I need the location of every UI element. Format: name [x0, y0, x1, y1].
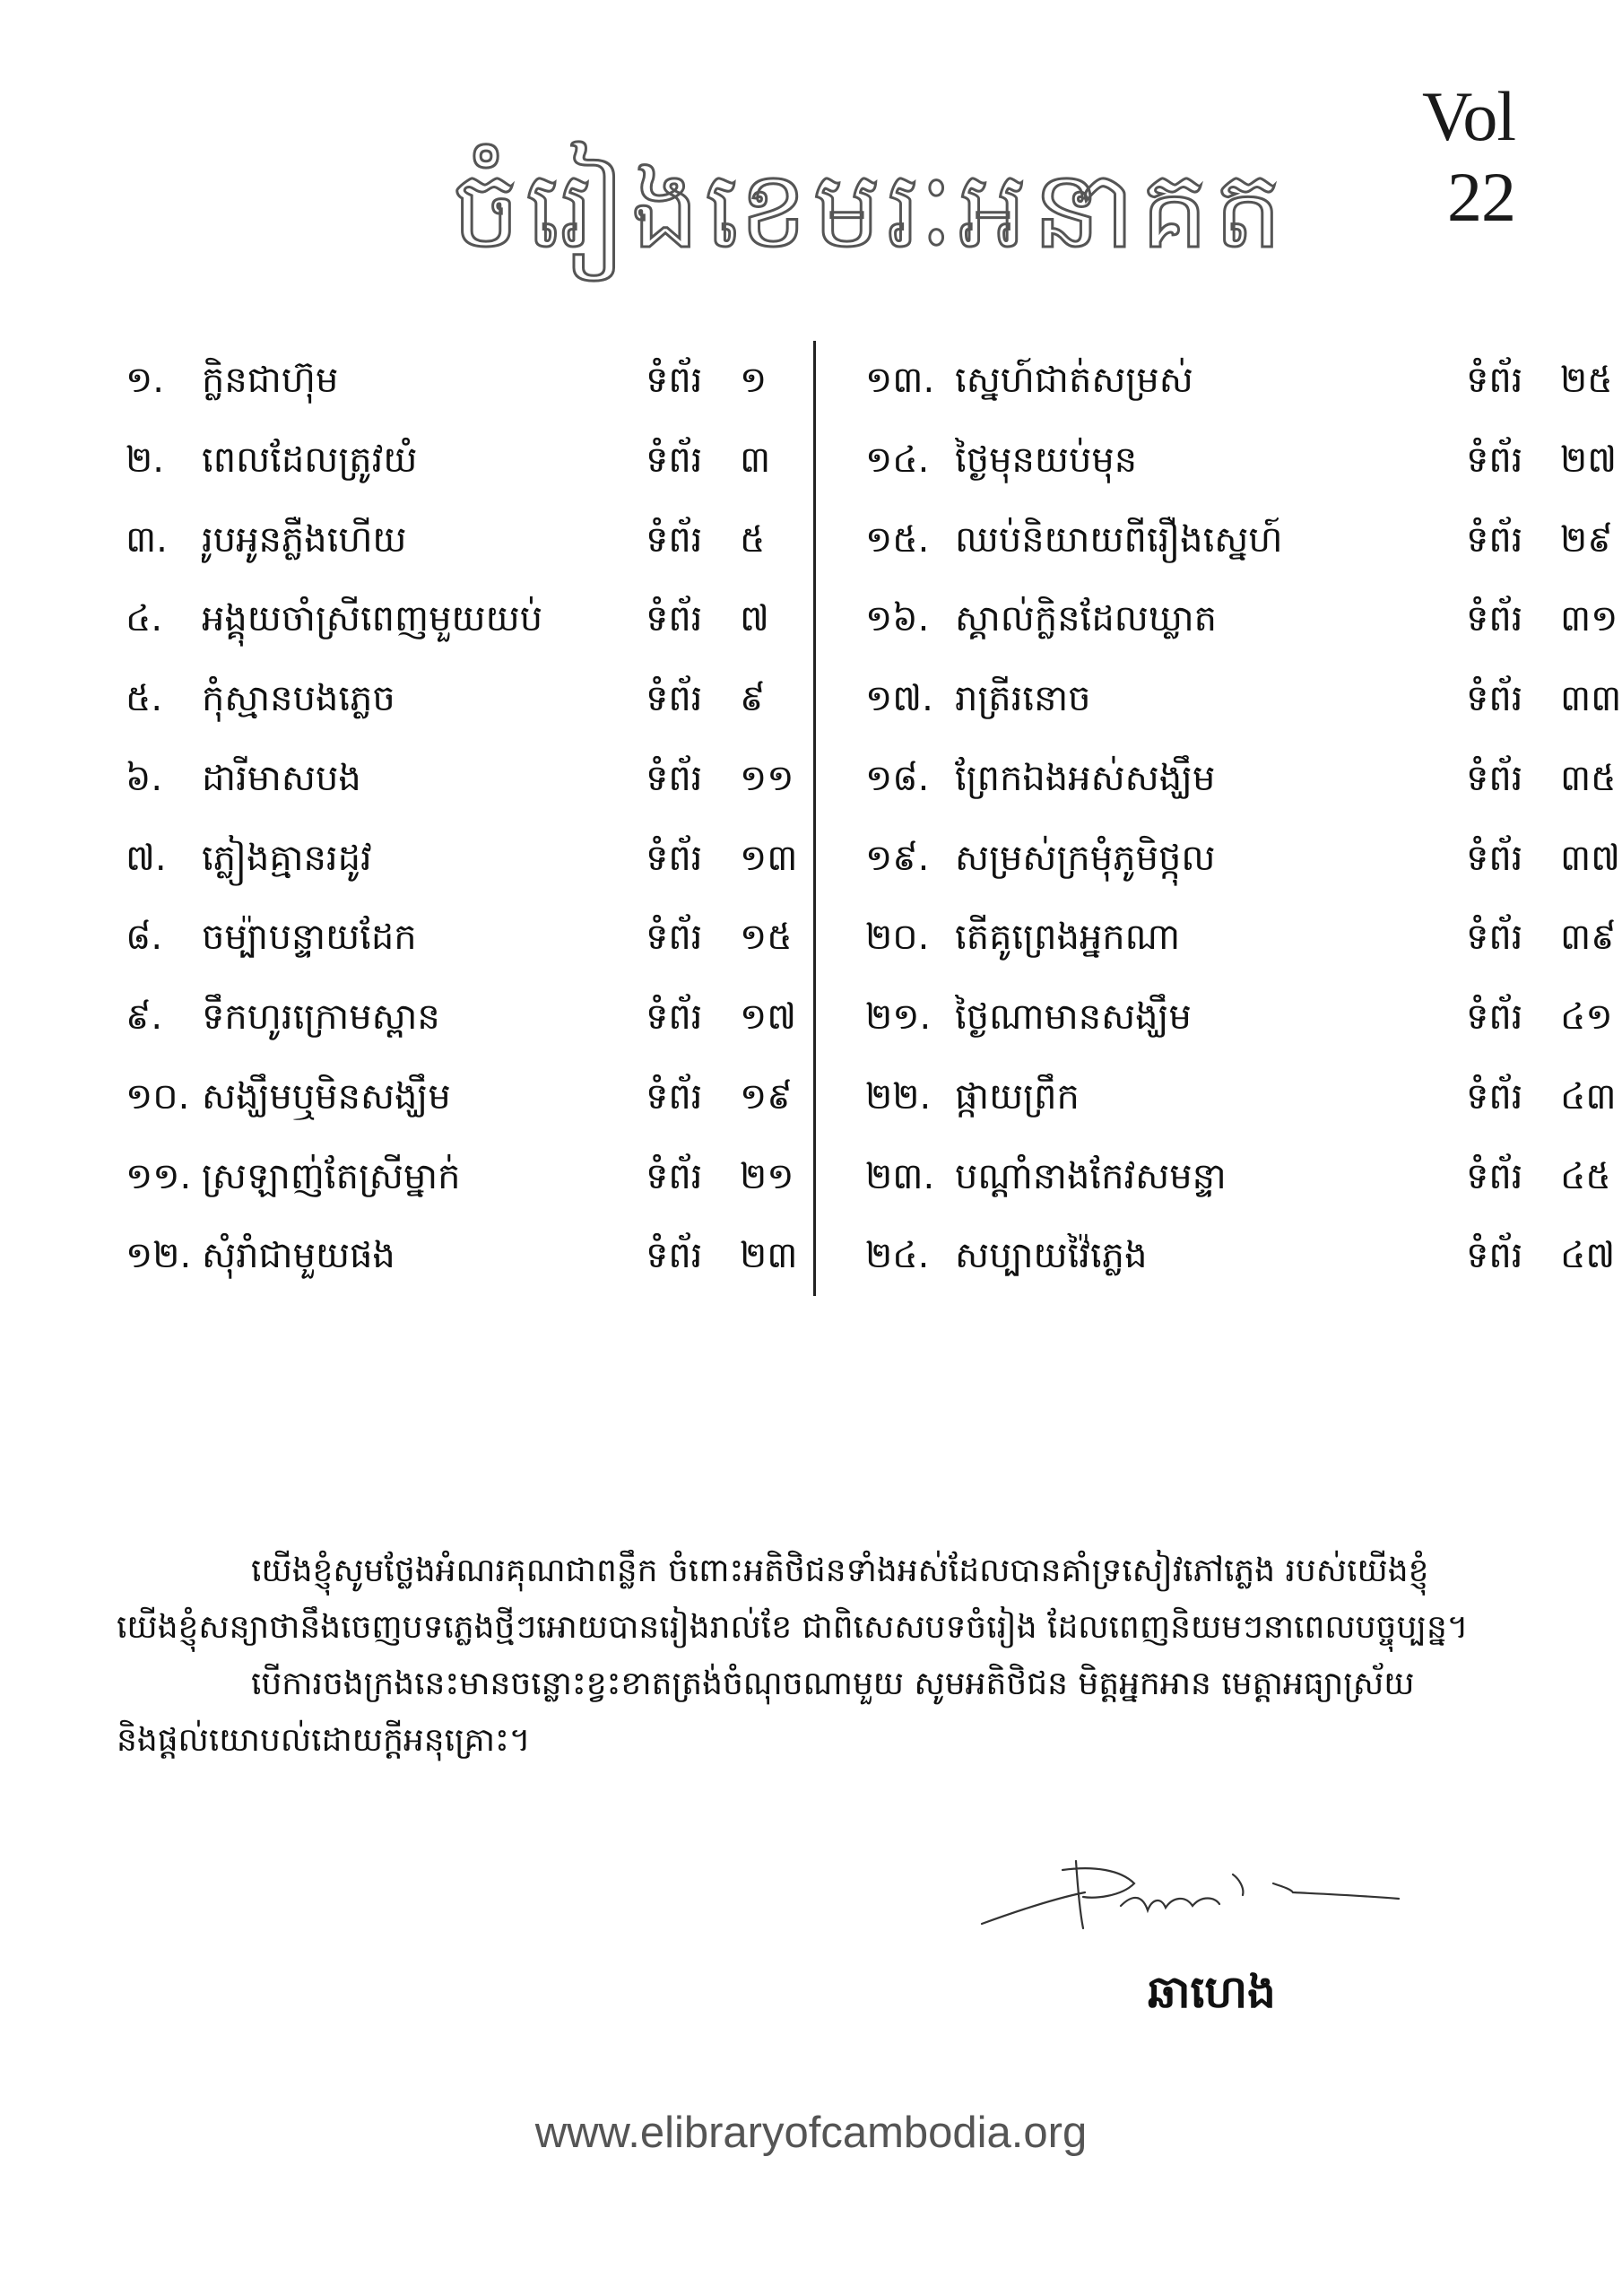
toc-number: ៣.	[126, 518, 168, 561]
toc-title: ថ្ងៃមុនយប់មុន	[955, 439, 1138, 481]
toc-page-number: ៤៥	[1560, 1155, 1611, 1197]
toc-row	[108, 1216, 798, 1296]
toc-title: ស្នេហ៍ជាត់សម្រស់	[955, 360, 1193, 401]
toc-number: ២២.	[865, 1075, 932, 1118]
column-divider	[813, 341, 816, 1296]
intro-line: បើការចងក្រងនេះមានចន្លោះខ្វះខាតត្រង់ចំណុចណាមួយ សូមអតិថិជន មិត្តអ្នកអាន មេត្តាអធ្យាស្រ័យ	[251, 1665, 1415, 1702]
toc-page-number: ១៩	[740, 1075, 793, 1118]
toc-title: បណ្តាំនាងកែវសមន្ទា	[955, 1155, 1227, 1197]
toc-title: សុំរាំជាមួយផង	[202, 1235, 395, 1277]
toc-number: ១១.	[126, 1155, 192, 1197]
toc-row	[847, 341, 1613, 421]
toc-row	[847, 421, 1618, 500]
toc-title: រូបអូនភ្លឺងហើយ	[202, 518, 407, 561]
toc-title: ក្លិនជាហ៊ុម	[202, 360, 339, 401]
toc-row	[108, 341, 789, 421]
toc-page-label: ទំព័រ	[1466, 917, 1523, 959]
toc-page-label: ទំព័រ	[1466, 1155, 1523, 1197]
toc-title: រាត្រីរនោច	[955, 678, 1091, 719]
toc-page-number: ៤៧	[1560, 1235, 1616, 1277]
toc-page-label: ទំព័រ	[646, 518, 703, 561]
toc-number: ១០.	[126, 1075, 190, 1118]
author-name: ឆាហេង	[1148, 1966, 1276, 2018]
toc-page-number: ២៩	[1560, 518, 1613, 561]
toc-page-label: ទំព័រ	[646, 598, 703, 640]
toc-page-label: ទំព័រ	[1466, 439, 1523, 481]
toc-number: ១៥.	[865, 518, 930, 561]
toc-page-number: ១៣	[740, 837, 798, 879]
toc-page-number: ៩	[740, 678, 766, 719]
toc-row	[108, 978, 797, 1057]
toc-row	[847, 739, 1617, 819]
toc-title: កុំស្មានបងភ្លេច	[202, 678, 395, 719]
toc-title: ភ្លៀងគ្មានរដូវ	[202, 837, 372, 879]
toc-row	[108, 819, 798, 899]
toc-page-number: ១១	[740, 757, 794, 799]
intro-line: យើងខ្ញុំសូមថ្លែងអំណរគុណជាពន្លឹក ចំពោះអតិថិជនទាំងអស់ដែលបានគាំទ្រសៀវភៅភ្លេង របស់យើងខ្ញុំ	[251, 1552, 1429, 1589]
toc-number: ៩.	[126, 996, 163, 1038]
toc-row	[847, 1216, 1616, 1296]
toc-number: ២៣.	[865, 1155, 935, 1197]
toc-page-number: ២៧	[1560, 439, 1618, 481]
toc-title: ទឹកហូរក្រោមស្ពាន	[202, 996, 440, 1038]
toc-page-number: ២៥	[1560, 360, 1613, 401]
toc-page-number: ៣៣	[1560, 678, 1622, 719]
toc-page-label: ទំព័រ	[646, 837, 703, 879]
toc-page-number: ៤១	[1560, 996, 1613, 1038]
toc-page-label: ទំព័រ	[646, 996, 703, 1038]
toc-page-label: ទំព័រ	[1466, 678, 1523, 719]
toc-row	[847, 1057, 1617, 1137]
toc-page-label: ទំព័រ	[646, 678, 703, 719]
toc-page-number: ៣១	[1560, 598, 1618, 640]
toc-page-number: ២១	[740, 1155, 794, 1197]
toc-page-label: ទំព័រ	[1466, 598, 1523, 640]
toc-row	[108, 659, 789, 739]
toc-row	[847, 819, 1620, 899]
toc-number: ១៧.	[865, 678, 933, 719]
toc-number: ១២.	[126, 1235, 192, 1277]
toc-row	[108, 739, 794, 819]
toc-page-label: ទំព័រ	[646, 757, 703, 799]
toc-title: ថ្ងៃណាមានសង្ឃឹម	[955, 996, 1192, 1038]
toc-page-number: ៣៩	[1560, 917, 1617, 959]
toc-row	[847, 898, 1617, 978]
toc-page-label: ទំព័រ	[1466, 1235, 1523, 1277]
toc-row	[108, 421, 789, 500]
toc-page-label: ទំព័រ	[646, 1155, 703, 1197]
intro-line: យើងខ្ញុំសន្យាថានឹងចេញបទភ្លេងថ្មីៗអោយបានរៀងរាល់ខែ ជាពិសេសបទចំរៀង ដែលពេញនិយមៗនាពេលបច្ចុប្បន្ន។	[117, 1609, 1469, 1646]
toc-page-label: ទំព័រ	[646, 917, 703, 959]
toc-page-number: ៣	[740, 439, 771, 481]
toc-title: ដារីមាសបង	[202, 757, 361, 799]
toc-title: ចម្ប៉ាបន្ទាយដែក	[202, 917, 417, 959]
toc-page-label: ទំព័រ	[646, 439, 703, 481]
toc-row	[847, 500, 1613, 580]
toc-number: ២០.	[865, 917, 930, 959]
toc-title: ស្រឡាញ់តែស្រីម្នាក់	[202, 1155, 461, 1197]
toc-page-number: ៧	[740, 598, 769, 640]
toc-title: សប្បាយវ៉ៃភ្លេង	[955, 1235, 1148, 1277]
toc-title: សង្ឃឹមឬមិនសង្ឃឹម	[202, 1075, 451, 1118]
toc-row	[847, 579, 1618, 659]
toc-row	[847, 978, 1613, 1057]
page-title: ចំរៀងខេមរៈអនាគត	[451, 148, 1288, 273]
toc-page-label: ទំព័រ	[1466, 1075, 1523, 1118]
toc-number: ៥.	[126, 678, 163, 719]
toc-page-label: ទំព័រ	[1466, 757, 1523, 799]
toc-number: ២.	[126, 439, 164, 481]
table-of-contents	[108, 341, 1622, 1296]
toc-row	[108, 898, 793, 978]
volume-label: Vol 22	[1422, 77, 1515, 236]
toc-number: ១៦.	[865, 598, 930, 640]
toc-page-label: ទំព័រ	[1466, 837, 1523, 879]
toc-number: ៤.	[126, 598, 163, 640]
toc-row	[108, 500, 789, 580]
toc-title: ពេលដែលត្រូវយំ	[202, 439, 418, 481]
toc-page-number: ៣៧	[1560, 837, 1620, 879]
toc-title: ផ្កាយព្រឹក	[955, 1075, 1080, 1118]
toc-title: ឈប់និយាយពីរឿងស្នេហ៍	[955, 518, 1283, 561]
toc-title: អង្គុយចាំស្រីពេញមួយយប់	[202, 598, 543, 640]
toc-page-label: ទំព័រ	[1466, 360, 1523, 401]
toc-page-number: ៣៥	[1560, 757, 1617, 799]
toc-number: ៦.	[126, 757, 163, 799]
toc-number: ១.	[126, 360, 164, 401]
toc-number: ៨.	[126, 917, 163, 959]
toc-title: សម្រស់ក្រមុំភូមិថ្កុល	[955, 837, 1216, 879]
toc-row	[108, 1137, 794, 1217]
website-url: www.elibraryofcambodia.org	[534, 2109, 1088, 2157]
toc-number: ១៤.	[865, 439, 930, 481]
toc-title: ស្គាល់ក្លិនដែលឃ្លាត	[955, 598, 1217, 640]
toc-row	[847, 659, 1622, 739]
toc-page-number: ៥	[740, 518, 766, 561]
intro-paragraph	[117, 1543, 1515, 1769]
toc-page-number: ១៧	[740, 996, 797, 1038]
toc-page-number: ១៥	[740, 917, 793, 959]
toc-page-label: ទំព័រ	[646, 360, 703, 401]
toc-number: ១៩.	[865, 837, 930, 879]
toc-number: ២១.	[865, 996, 932, 1038]
toc-left-column	[108, 341, 798, 1296]
signature-image	[977, 1843, 1408, 1942]
toc-page-number: ៤៣	[1560, 1075, 1617, 1118]
toc-row	[108, 1057, 793, 1137]
toc-page-label: ទំព័រ	[1466, 996, 1523, 1038]
toc-page-label: ទំព័រ	[1466, 518, 1523, 561]
toc-number: ២៤.	[865, 1235, 930, 1277]
toc-title: តើគូព្រេងអ្នកណា	[955, 917, 1181, 959]
toc-page-label: ទំព័រ	[646, 1235, 703, 1277]
toc-page-number: ២៣	[740, 1235, 798, 1277]
toc-row	[108, 579, 789, 659]
toc-number: ១៣.	[865, 360, 935, 401]
toc-row	[847, 1137, 1611, 1217]
toc-right-column	[847, 341, 1622, 1296]
intro-line: និងផ្តល់យោបល់ដោយក្តីអនុគ្រោះ។	[117, 1722, 531, 1759]
toc-page-label: ទំព័រ	[646, 1075, 703, 1118]
toc-page-number: ១	[740, 360, 768, 401]
toc-title: ព្រែកឯងអស់សង្ឃឹម	[955, 757, 1216, 799]
toc-number: ១៨.	[865, 757, 930, 799]
toc-number: ៧.	[126, 837, 167, 879]
